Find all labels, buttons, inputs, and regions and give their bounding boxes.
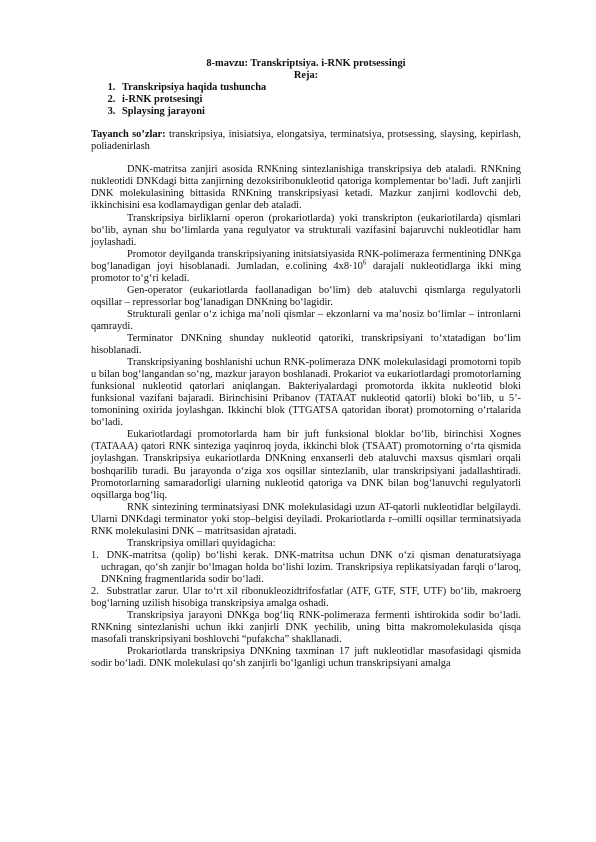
paragraph: Transkripsiya omillari quyidagicha:	[127, 537, 276, 549]
item-number: 2.	[91, 585, 99, 597]
paragraph: Transkripsiya jarayoni DNKga bog‘liq RNK-polimeraza fermenti ishtirokida sodir bo‘ladi. RNKning sintezlanishi uchun ikki zanjirli DNK yechilib, uning bitta makromolekulasida qisqa masofali transkripsiyani boshlovchi “pufakcha” shakllanadi.	[91, 610, 521, 646]
plan-item: 2. i-RNK protsesingi	[118, 94, 521, 106]
paragraph-text: Promotor deyilganda transkripsiyaning initsiatsiyasida RNK-polimeraza fermentining DNKga bog‘lanadigan joyi hisoblanadi. Jumladan, e.colining 4x8·10	[91, 248, 521, 272]
keywords-label: Tayanch so’zlar:	[91, 129, 166, 141]
plan-item: 1. Transkripsiya haqida tushuncha	[118, 82, 521, 94]
page-title: 8-mavzu: Transkriptsiya. i-RNK protsessingi	[206, 58, 406, 69]
numbered-item	[91, 586, 521, 610]
numbered-item	[91, 550, 521, 586]
document-page	[91, 58, 521, 670]
paragraph-text: darajali nukleotidlarga ikki ming promotor to‘g‘ri keladi.	[91, 260, 521, 284]
paragraph	[91, 249, 521, 285]
paragraph: Terminator DNKning shunday nukleotid qatoriki, transkripsiyani to‘xtatadigan bo‘lim hisoblanadi.	[91, 332, 521, 357]
keywords-text: transkripsiya, inisiatsiya, elongatsiya, terminatsiya, protsessing, slaysing, kepirlash, poliadenirlash	[91, 129, 522, 153]
plan-list	[91, 82, 521, 118]
item-number: 1.	[91, 549, 99, 561]
plan-heading: Reja:	[293, 70, 319, 82]
item-text: DNK-matritsa (qolip) bo‘lishi kerak. DNK-matritsa uchun DNK o‘zi qisman denaturatsiyaga uchragan, qo‘sh zanjir bo‘lmagan holda bo‘lishi lozim. Transkripsiya replikatsiyadan farqli o‘laroq, DNKning fragmentlarida sodir bo‘ladi.	[101, 549, 521, 585]
superscript: 6	[362, 258, 367, 267]
paragraph: Eukariotlardagi promotorlarda ham bir juft funksional bloklar bo‘lib, birinchisi Xognes (TATAAA) qatori RNK sinteziga yaqinroq joyda, ikkinchi blok (TSAAT) promotorning o‘rta qismida joylashgan. Transkripsiya eukariotlarda DNKning enxanserli deb ataluvchi maxsus qismlari orqali boshqarilib turadi. Bu jarayonda o‘ziga xos oqsillar sintezlanib, ular transkripsiyani jadallashtiradi. Promotorlarning samaradorligi ularning nukleotid qatoriga va DNK bilan bog‘lanuvchi regulyatorli oqsillarga bog‘liq.	[91, 429, 521, 501]
paragraph: DNK-matritsa zanjiri asosida RNKning sintezlanishiga transkripsiya deb ataladi. RNKning nukleotidi DNKdagi bitta zanjirning dezoksiribonukleotid qatoriga komplementar bo‘ladi. Juft zanjirli DNK molekulasining bittasida RNKning transkripsiyasi ketadi. Mazkur zanjirni kodlovchi deb, ikkinchisini esa kodlamaydigan genlar deb ataladi.	[91, 164, 521, 212]
plan-item: 3. Splaysing jarayoni	[118, 106, 521, 118]
paragraph: RNK sintezining terminatsiyasi DNK molekulasidagi uzun AT-qatorli nukleotidlar belgilaydi. Ularni DNKdagi terminator yoki stop–belgisi deyiladi. Prokariotlarda r–omilli oqsillar terminatsiyada RNK molekulasini DNK – matritsasidan ajratadi.	[91, 501, 521, 537]
paragraph: Gen-operator (eukariotlarda faollanadigan bo‘lim) deb ataluvchi qismlarga regulyatorli oqsillar – repressorlar bog‘lanadigan DNKning bo‘lagidir.	[91, 284, 521, 308]
paragraph: Strukturali genlar o‘z ichiga ma’noli qismlar – ekzonlarni va ma’nosiz bo‘limlar – intronlarni qamraydi.	[91, 308, 521, 332]
paragraph: Transkripsiya birliklarni operon (prokariotlarda) yoki transkripton (eukariotilarda) qismlari bo‘lib, aynan shu bo‘limlarda yana regulyator va strukturali vazifasini bajaruvchi nukleotidlar ham joylashadi.	[91, 212, 521, 248]
keywords-block	[91, 129, 521, 153]
item-text: Substratlar zarur. Ular to‘rt xil ribonukleozidtrifosfatlar (ATF, GTF, STF, UTF) bo‘lib, makroerg bog‘larning uzilish hisobiga transkripsiya amalga oshadi.	[91, 585, 521, 610]
paragraph: Prokariotlarda transkripsiya DNKning taxminan 17 juft nukleotidlar masofasidagi qismida sodir bo‘ladi. DNK molekulasi qo‘sh zanjirli bo‘lganligi uchun transkripsiyani amalga	[91, 646, 521, 670]
paragraph: Transkripsiyaning boshlanishi uchun RNK-polimeraza DNK molekulasidagi promotorni topib u bilan bog‘langandan so‘ng, mazkur jarayon boshlanadi. Prokariot va eukariotlardagi promotorlarning funksional nukleotid qatorlari aniqlangan. Bakteriyalardagi promotorda ikkita nukleotid bloki funksional vazifani bajaradi. Birinchisini Pribanov (TATAAT nukleotid qatorli) bloki bo‘lib, u 5’-tomonining oxirida joylashgan. Ikkinchi blok (TTGATSA qatoridan iborat) promotorning o‘rtalarida bo‘ladi.	[91, 357, 521, 429]
